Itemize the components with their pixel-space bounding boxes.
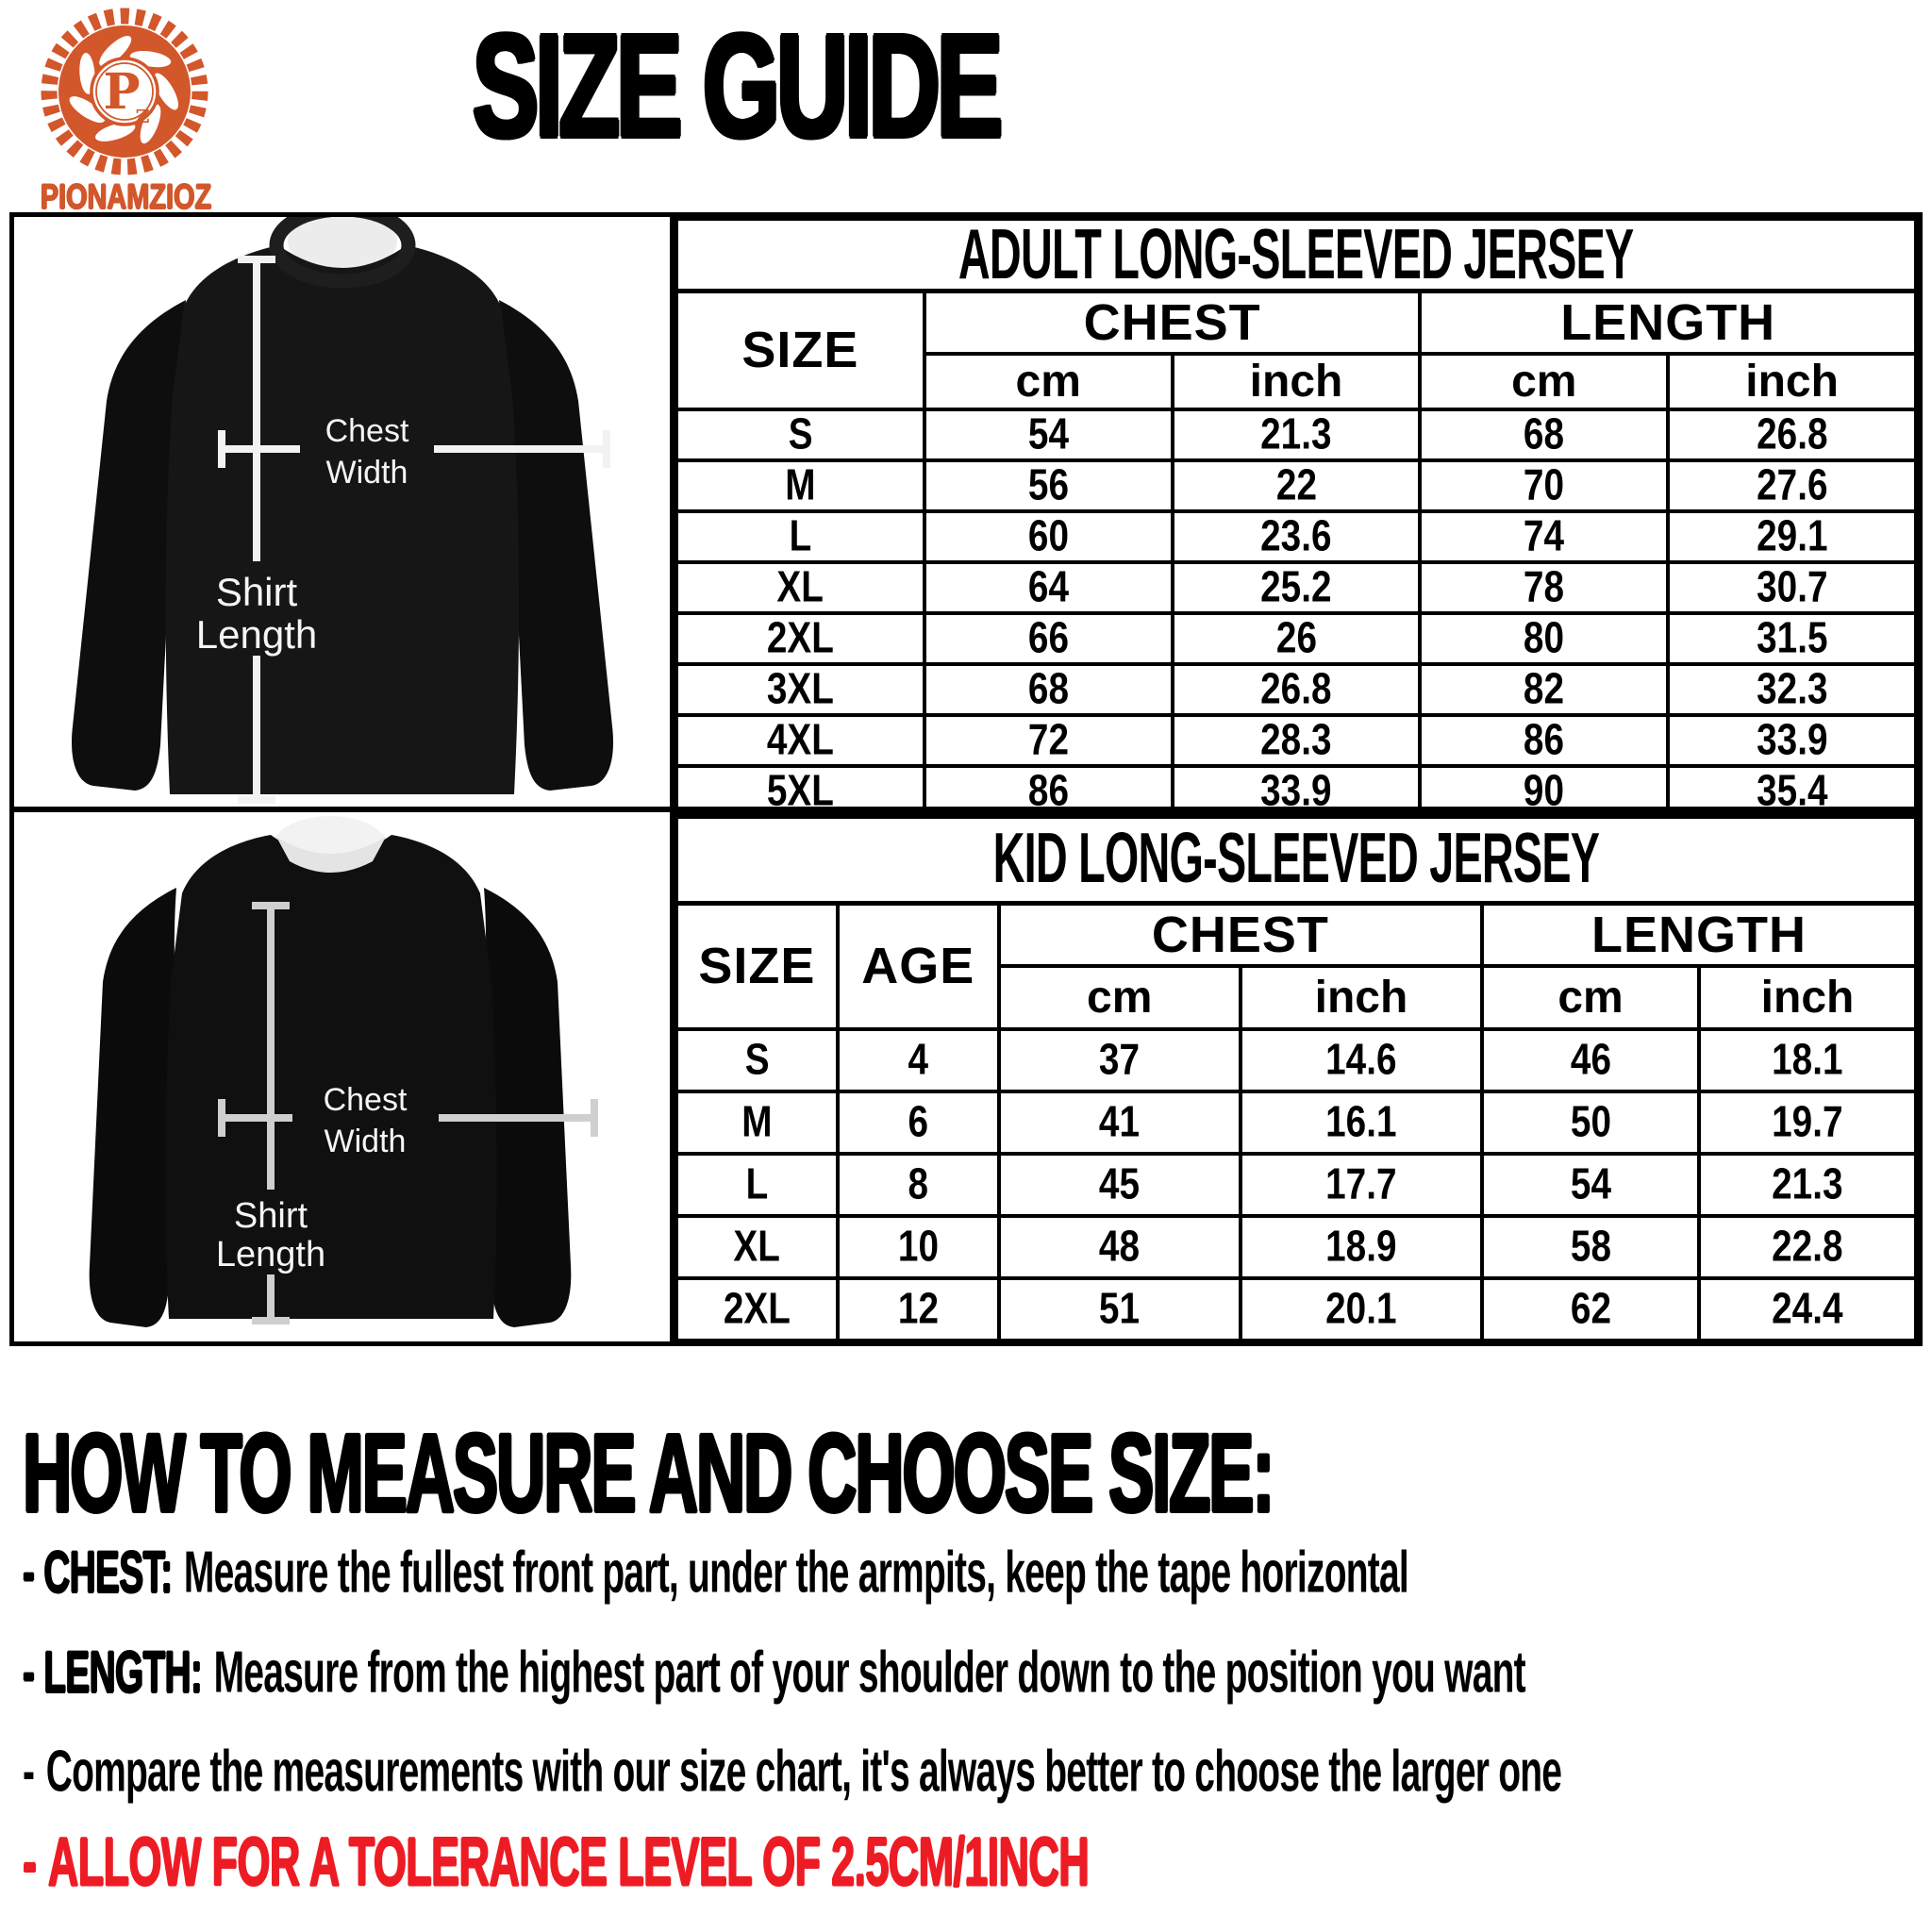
size-cell [1482,1278,1699,1341]
size-cell [1173,766,1421,817]
adult-shirt-length-label: Shirt [215,570,298,614]
cell-value: 54 [1027,409,1069,458]
cell-value: 51 [1099,1284,1141,1333]
kid-table-title [676,814,1916,903]
howto-chest-line [23,1538,1408,1607]
size-row [676,1029,1916,1091]
size-cell [1241,1278,1482,1341]
size-cell [676,409,924,460]
cell-value: 12 [897,1284,939,1333]
kid-size-table [675,812,1918,1341]
cell-value: 14.6 [1325,1035,1397,1084]
cell-value: 22.8 [1772,1222,1843,1271]
logo-letter-z: z [135,100,150,129]
size-cell [1173,613,1421,664]
cell-value: 66 [1027,613,1069,662]
size-cell [1668,715,1916,766]
cell-value: 29.1 [1756,511,1828,560]
size-cell [676,460,924,511]
kid-shirt-length-label: Shirt [233,1196,308,1236]
size-cell [924,562,1173,613]
size-cell [1482,1154,1699,1216]
size-cell [1173,664,1421,715]
kid-length-inch-header: inch [1699,966,1916,1029]
size-cell [1241,1154,1482,1216]
cell-value: 64 [1027,562,1069,611]
cell-value: 48 [1099,1222,1141,1271]
cell-value: 68 [1524,409,1565,458]
size-cell [838,1154,999,1216]
cell-value: 18.1 [1772,1035,1843,1084]
cell-value: 18.9 [1325,1222,1397,1271]
cell-value: 37 [1099,1035,1141,1084]
size-cell [1241,1091,1482,1154]
logo-letter-p: P [103,63,141,121]
adult-shirt-body [72,217,613,794]
size-cell [838,1278,999,1341]
cell-value: 72 [1027,715,1069,764]
size-cell [1668,460,1916,511]
size-cell [676,1091,838,1154]
size-cell [1699,1278,1916,1341]
cell-value: 4 [908,1035,928,1084]
cell-value: S [788,409,813,458]
cell-value: 26 [1275,613,1317,662]
size-cell [1668,511,1916,562]
size-cell [838,1029,999,1091]
adult-table-body [676,409,1916,817]
kid-shirt-diagram [14,812,670,1341]
cell-value: 21.3 [1772,1159,1843,1208]
cell-value: 3XL [766,664,834,713]
adult-size-table [675,214,1918,815]
size-cell [1420,409,1668,460]
size-cell [1173,511,1421,562]
cell-value: 25.2 [1260,562,1332,611]
size-row [676,409,1916,460]
cell-value: 62 [1570,1284,1611,1333]
size-row [676,1091,1916,1154]
size-cell [676,1154,838,1216]
size-cell [1173,409,1421,460]
howto-chest-text: Measure the fullest front part, under the armpits, keep the tape horizontal [183,1539,1408,1606]
size-cell [1699,1029,1916,1091]
cell-value: 22 [1275,460,1317,509]
cell-value: 46 [1570,1035,1611,1084]
cell-value: S [744,1035,770,1084]
cell-value: 45 [1099,1159,1141,1208]
cell-value: 58 [1570,1222,1611,1271]
cell-value: 74 [1524,511,1565,560]
howto-compare-text: Compare the measurements with our size chart, it's always better to choose the larger one [45,1738,1562,1805]
size-row [676,1154,1916,1216]
size-cell [838,1091,999,1154]
kid-shirt-body [90,835,572,1327]
adult-length-header: LENGTH [1420,291,1916,354]
size-cell [1420,766,1668,817]
kid-length-header: LENGTH [1482,903,1916,966]
size-cell [1173,715,1421,766]
size-cell [1420,511,1668,562]
size-cell [999,1216,1241,1278]
kid-chest-header: CHEST [999,903,1482,966]
cell-value: 20.1 [1325,1284,1397,1333]
adult-chest-header: CHEST [924,291,1421,354]
cell-value: 33.9 [1756,715,1828,764]
cell-value: 23.6 [1260,511,1332,560]
size-cell [676,562,924,613]
howto-heading: HOW TO MEASURE AND CHOOSE SIZE: [23,1410,1274,1536]
kid-shirt-length-label: Length [215,1235,326,1274]
cell-value: 80 [1524,613,1565,662]
size-cell [676,1029,838,1091]
adult-size-header: SIZE [676,291,924,409]
size-cell [1482,1029,1699,1091]
cell-value: 5XL [766,766,834,815]
cell-value: 60 [1027,511,1069,560]
adult-length-cm-header: cm [1420,354,1668,409]
cell-value: 4XL [766,715,834,764]
size-cell [999,1091,1241,1154]
cell-value: L [789,511,812,560]
cell-value: 35.4 [1756,766,1828,815]
cell-value: 90 [1524,766,1565,815]
size-cell [676,511,924,562]
size-cell [838,1216,999,1278]
kid-chest-cm-header: cm [999,966,1241,1029]
cell-value: 21.3 [1260,409,1332,458]
kid-table-body [676,1029,1916,1341]
size-cell [1173,562,1421,613]
size-cell [676,1216,838,1278]
howto-compare-dash: - [23,1738,35,1805]
size-cell [999,1154,1241,1216]
size-row [676,1278,1916,1341]
size-cell [1420,613,1668,664]
cell-value: 27.6 [1756,460,1828,509]
kid-chest-width-label: Chest [323,1082,408,1118]
size-cell [924,511,1173,562]
howto-compare-line [23,1737,1561,1806]
cell-value: XL [776,562,824,611]
cell-value: 17.7 [1325,1159,1397,1208]
size-row [676,460,1916,511]
size-cell [999,1278,1241,1341]
cell-value: M [741,1097,773,1146]
size-cell [676,766,924,817]
cell-value: 86 [1524,715,1565,764]
size-cell [676,1278,838,1341]
size-row [676,1216,1916,1278]
adult-chest-cm-header: cm [924,354,1173,409]
size-chart-panel [9,212,1923,1346]
cell-value: 41 [1099,1097,1141,1146]
size-cell [924,460,1173,511]
brand-name: PIONAMZIOZ [40,177,212,217]
page-title: SIZE GUIDE [472,4,1000,168]
adult-table-title-text: ADULT LONG-SLEEVED JERSEY [958,214,1634,294]
size-cell [676,715,924,766]
adult-shirt-diagram [14,217,670,807]
size-cell [1241,1029,1482,1091]
size-row [676,715,1916,766]
size-row [676,664,1916,715]
cell-value: 2XL [766,613,834,662]
size-row [676,511,1916,562]
howto-tolerance-text: ALLOW FOR A TOLERANCE LEVEL OF 2.5CM/1INCH [47,1824,1090,1901]
kid-length-cm-header: cm [1482,966,1699,1029]
cell-value: 30.7 [1756,562,1828,611]
adult-shirt-length-label: Length [195,612,318,657]
cell-value: 19.7 [1772,1097,1843,1146]
kid-chest-width-label: Width [324,1124,407,1159]
size-cell [1668,562,1916,613]
cell-value: 70 [1524,460,1565,509]
cell-value: 68 [1027,664,1069,713]
cell-value: 31.5 [1756,613,1828,662]
cell-value: 16.1 [1325,1097,1397,1146]
size-cell [1420,562,1668,613]
howto-chest-label: - CHEST: [23,1539,173,1606]
cell-value: 82 [1524,664,1565,713]
size-cell [1173,460,1421,511]
cell-value: 50 [1570,1097,1611,1146]
size-cell [1668,409,1916,460]
kid-table-title-text: KID LONG-SLEEVED JERSEY [992,818,1600,898]
size-cell [1420,460,1668,511]
size-cell [1482,1091,1699,1154]
kid-size-header: SIZE [676,903,838,1029]
adult-length-inch-header: inch [1668,354,1916,409]
size-cell [1420,715,1668,766]
cell-value: 28.3 [1260,715,1332,764]
adult-chest-width-label: Width [325,455,408,491]
cell-value: 32.3 [1756,664,1828,713]
size-cell [999,1029,1241,1091]
size-cell [924,766,1173,817]
cell-value: 86 [1027,766,1069,815]
adult-chest-width-label: Chest [325,413,409,449]
cell-value: M [785,460,816,509]
size-cell [1420,664,1668,715]
howto-tolerance-dash: - [23,1824,37,1901]
size-cell [924,664,1173,715]
size-cell [1699,1091,1916,1154]
size-cell [924,409,1173,460]
kid-age-header: AGE [838,903,999,1029]
size-cell [1482,1216,1699,1278]
size-cell [1241,1216,1482,1278]
howto-tolerance-line [23,1823,1089,1902]
size-cell [676,664,924,715]
size-row [676,562,1916,613]
cell-value: 10 [897,1222,939,1271]
size-row [676,766,1916,817]
adult-table-title [676,214,1916,294]
cell-value: 26.8 [1260,664,1332,713]
howto-length-label: - LENGTH: [23,1639,203,1706]
brand-gear-icon [28,6,222,177]
size-cell [1699,1154,1916,1216]
adult-chest-inch-header: inch [1173,354,1421,409]
cell-value: 78 [1524,562,1565,611]
cell-value: 56 [1027,460,1069,509]
cell-value: 24.4 [1772,1284,1843,1333]
cell-value: 26.8 [1756,409,1828,458]
size-cell [1699,1216,1916,1278]
size-row [676,613,1916,664]
cell-value: 8 [908,1159,928,1208]
cell-value: L [745,1159,769,1208]
howto-length-line [23,1638,1525,1707]
size-cell [1668,664,1916,715]
size-cell [924,613,1173,664]
howto-length-text: Measure from the highest part of your shoulder down to the position you want [213,1639,1525,1706]
cell-value: 54 [1570,1159,1611,1208]
kid-chest-inch-header: inch [1241,966,1482,1029]
cell-value: XL [733,1222,781,1271]
cell-value: 33.9 [1260,766,1332,815]
cell-value: 6 [908,1097,928,1146]
cell-value: 2XL [723,1284,791,1333]
size-cell [1668,613,1916,664]
size-cell [676,613,924,664]
size-cell [1668,766,1916,817]
size-cell [924,715,1173,766]
